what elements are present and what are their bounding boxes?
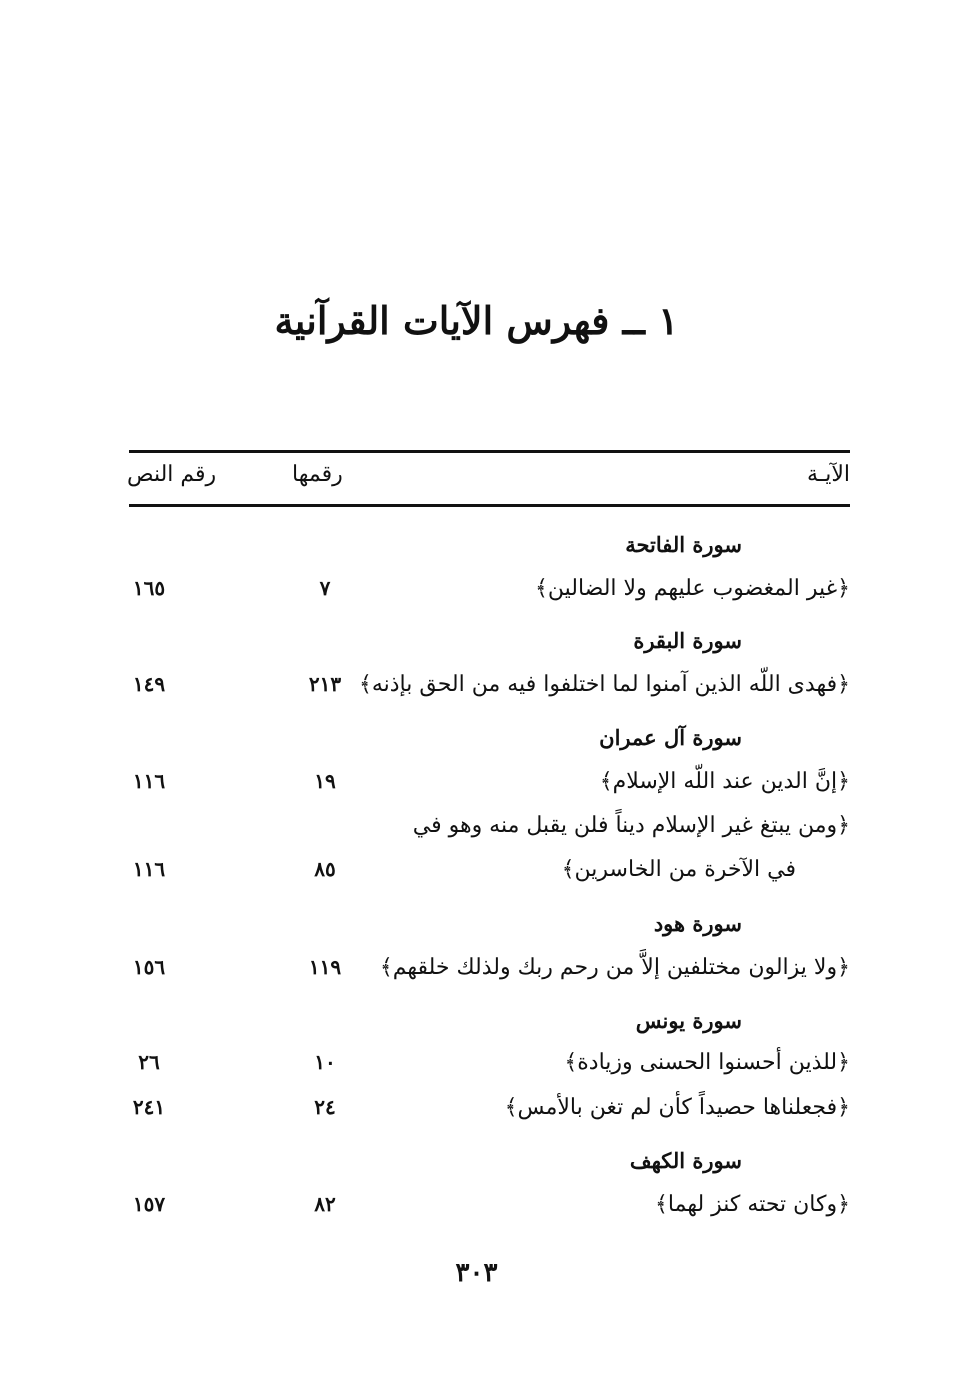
verse-number: ١٠ <box>314 1050 336 1074</box>
header-verse: الآيـة <box>806 462 850 487</box>
surah-name: سورة الكهف <box>629 1148 742 1173</box>
verse-row <box>129 1192 850 1232</box>
page-number: ٣٠٣ <box>455 1258 498 1288</box>
verse-text: ﴿إنَّ الدين عند اللّه الإسلام﴾ <box>599 769 850 794</box>
verse-row <box>129 813 850 853</box>
text-number: ١٦٥ <box>132 576 166 600</box>
text-number: ١١٦ <box>132 857 166 881</box>
verse-text: ﴿فهدى اللّه الذين آمنوا لما اختلفوا فيه من الحق بإذنه﴾ <box>358 672 850 697</box>
surah-heading-row <box>129 532 850 572</box>
verse-text: ﴿غير المغضوب عليهم ولا الضالين﴾ <box>534 576 850 601</box>
verse-number: ٢٤ <box>314 1095 336 1119</box>
surah-heading-row <box>129 725 850 765</box>
verse-text-continuation: في الآخرة من الخاسرين﴾ <box>561 857 796 882</box>
surah-name: سورة الفاتحة <box>625 532 742 557</box>
verse-row-continuation <box>129 857 850 897</box>
text-number: ١٥٧ <box>132 1192 166 1216</box>
verse-row <box>129 576 850 616</box>
table-top-rule <box>129 450 850 453</box>
verse-row <box>129 955 850 995</box>
verse-number: ١١٩ <box>308 955 342 979</box>
text-number: ١١٦ <box>132 769 166 793</box>
verse-text: ﴿ومن يبتغ غير الإسلام ديناً فلن يقبل منه وهو في <box>412 813 850 838</box>
verse-row <box>129 1095 850 1135</box>
verse-row <box>129 672 850 712</box>
text-number: ٢٦ <box>138 1050 160 1074</box>
verse-row <box>129 769 850 809</box>
page-title: ١ ــ فهرس الآيات القرآنية <box>274 298 679 343</box>
verse-number: ١٩ <box>314 769 336 793</box>
surah-heading-row <box>129 1148 850 1188</box>
header-verse-number: رقمها <box>292 462 343 487</box>
verse-number: ٨٥ <box>314 857 336 881</box>
surah-name: سورة هود <box>653 911 742 936</box>
surah-name: سورة يونس <box>635 1008 742 1033</box>
verse-number: ٧ <box>319 576 331 600</box>
surah-heading-row <box>129 1008 850 1048</box>
text-number: ١٥٦ <box>132 955 166 979</box>
text-number: ٢٤١ <box>132 1095 166 1119</box>
verse-text: ﴿للذين أحسنوا الحسنى وزيادة﴾ <box>564 1050 850 1075</box>
verse-number: ٨٢ <box>314 1192 336 1216</box>
surah-name: سورة البقرة <box>633 628 742 653</box>
verse-row <box>129 1050 850 1090</box>
verse-text: ﴿وكان تحته كنز لهما﴾ <box>655 1192 850 1217</box>
surah-heading-row <box>129 628 850 668</box>
text-number: ١٤٩ <box>132 672 166 696</box>
surah-heading-row <box>129 911 850 951</box>
table-header-rule <box>129 504 850 507</box>
surah-name: سورة آل عمران <box>599 725 742 750</box>
verse-text: ﴿ولا يزالون مختلفين إلاَّ من رحم ربك ولذلك خلقهم﴾ <box>379 955 850 980</box>
verse-number: ٢١٣ <box>308 672 342 696</box>
verse-text: ﴿فجعلناها حصيداً كأن لم تغن بالأمس﴾ <box>504 1095 850 1120</box>
header-text-number: رقم النص <box>127 462 217 487</box>
